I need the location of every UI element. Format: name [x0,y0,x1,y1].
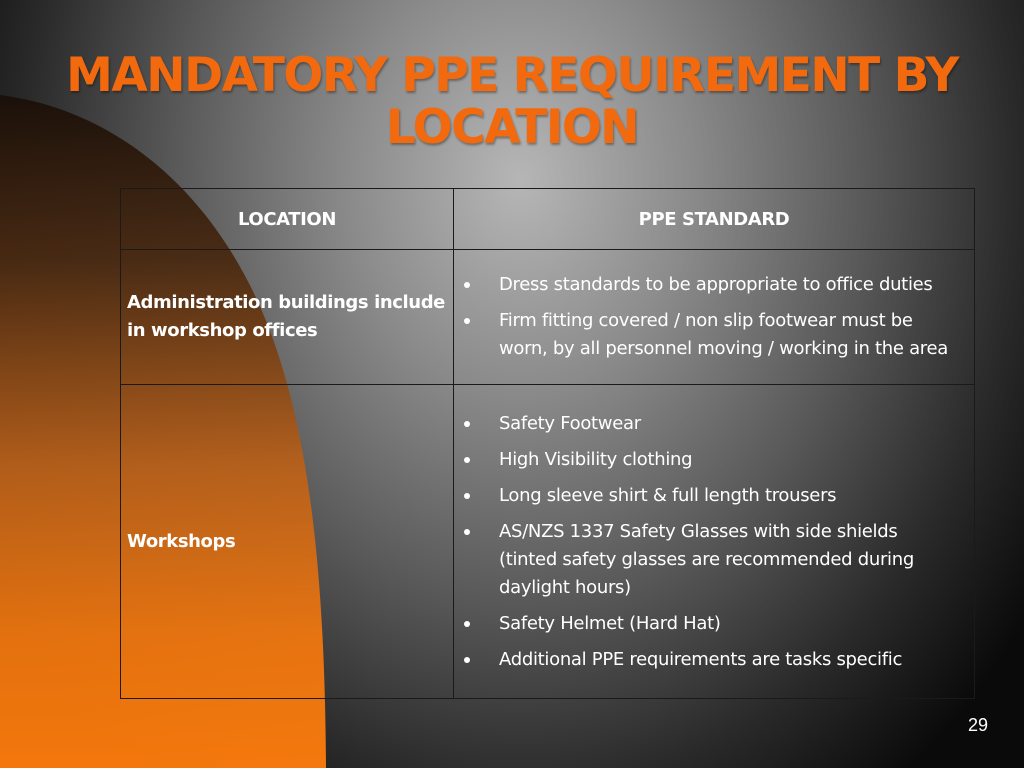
table-row [121,385,975,699]
list-item: Firm fitting covered / non slip footwear must be worn, by all personnel moving / working in the area [454,307,960,363]
standards-list [454,410,974,674]
header-ppe-standard: PPE STANDARD [454,189,975,250]
table-row [121,250,975,385]
list-item: Long sleeve shirt & full length trousers [454,482,960,510]
slide-title: MANDATORY PPE REQUIREMENT BY LOCATION [66,48,958,155]
list-item: Dress standards to be appropriate to office duties [454,271,960,299]
list-item: High Visibility clothing [454,446,960,474]
list-item: AS/NZS 1337 Safety Glasses with side shields (tinted safety glasses are recommended during daylight hours) [454,518,960,602]
location-cell: Administration buildings include in workshop offices [121,250,454,385]
ppe-table [120,188,975,699]
header-location: LOCATION [121,189,454,250]
location-cell: Workshops [121,385,454,699]
page-number: 29 [967,715,988,735]
standards-list [454,271,974,363]
list-item: Additional PPE requirements are tasks specific [454,646,960,674]
table-header-row [121,189,975,250]
list-item: Safety Helmet (Hard Hat) [454,610,960,638]
list-item: Safety Footwear [454,410,960,438]
standards-cell [454,250,975,385]
standards-cell [454,385,975,699]
